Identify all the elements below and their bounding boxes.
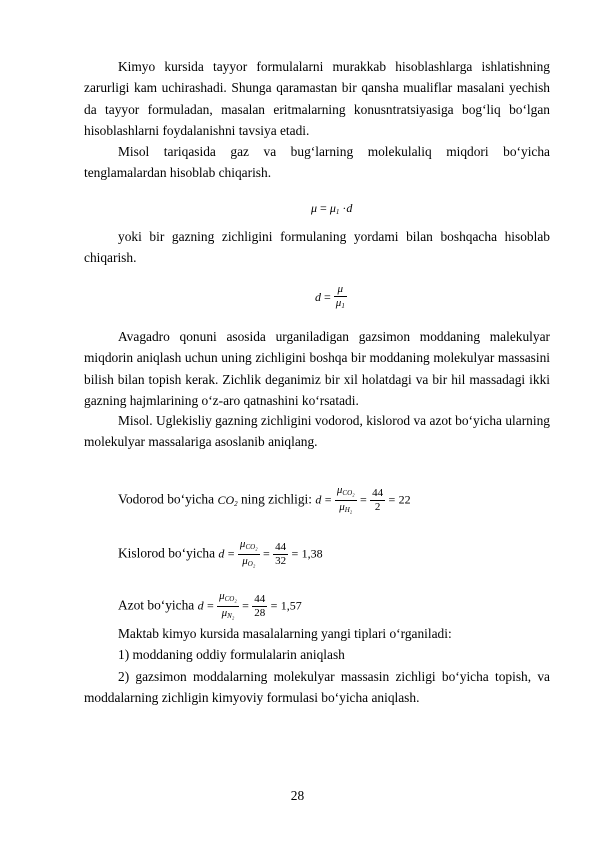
line-label: Azot bo‘yicha	[118, 597, 195, 613]
paragraph-avogadro	[84, 326, 550, 411]
species-subscript: 2	[234, 499, 238, 508]
formula-symbol: d	[346, 201, 353, 215]
formula-result: 1,57	[280, 598, 302, 613]
oxygen-line: Kislorod bo‘yicha d = $\frac{\mu_{CO_2}}{\mu_{O_2}}$ = $\frac{44}{32}$ = 1,38	[118, 538, 323, 571]
closing-intro: Maktab kimyo kursida masalalarning yangi tiplari o‘rganiladi:	[118, 626, 452, 641]
hydrogen-line: Vodorod bo‘yicha $CO_2$ ning zichligi: d = $\frac{\mu_{CO_2}}{\mu_{H_2}}$ = $\frac{44}{2}$ = 22	[118, 484, 411, 517]
formula-symbol: d	[315, 492, 322, 507]
formula-fraction	[273, 541, 288, 568]
paragraph-text: yoki bir gazning zichligini formulaning yordami bilan boshqacha hisoblab chiqarish.	[84, 229, 550, 266]
line-suffix: ning zichligi:	[240, 491, 313, 507]
formula-symbol: μ	[335, 297, 342, 309]
formula-operator: =	[324, 289, 331, 304]
closing-item: 2) gazsimon moddalarning molekulyar massasin zichligi bo‘yicha topish, va moddalarning zichligin kimyoviy formulasi bo‘yicha aniqlash.	[84, 668, 550, 705]
paragraph-text: Misol tariqasida gaz va bug‘larning molekulaliq miqdori bo‘yicha tenglamalardan hisoblab chiqarish.	[84, 144, 550, 181]
fraction-numerator: $\mu_{CO_2}$	[238, 538, 260, 555]
formula-symbol: d	[197, 598, 204, 613]
paragraph-text: Kimyo kursida tayyor formulalarni murakkab hisoblashlarga ishlatishning zarurligi kam uchirashadi. Shunga qaramastan bir qansha mualiflar masalani yechish da tayyor formuladan, masalan eritmalarning konusntratsiyasiga bog‘liq bo‘lgan hisoblashlarni foydalanishni tavsiya etadi.	[84, 59, 550, 138]
formula-density	[315, 283, 347, 313]
fraction-numerator: $\mu_{CO_2}$	[335, 484, 357, 501]
formula-operator: =	[320, 201, 327, 215]
formula-fraction	[370, 487, 385, 514]
paragraph-intro	[84, 56, 550, 141]
fraction-denominator	[334, 297, 347, 313]
nitrogen-line: Azot bo‘yicha d = $\frac{\mu_{CO_2}}{\mu_{N_2}}$ = $\frac{44}{28}$ = 1,57	[118, 590, 302, 623]
line-label: Kislorod bo‘yicha	[118, 545, 216, 561]
closing-section	[84, 623, 550, 708]
page-number: 28	[290, 788, 305, 803]
fraction-denominator: 2	[374, 501, 381, 513]
formula-operator: ·	[342, 201, 347, 215]
formula-symbol: d	[218, 546, 225, 561]
fraction-numerator: $\mu_{CO_2}$	[217, 590, 239, 607]
fraction-numerator: μ	[334, 283, 347, 297]
formula-symbol: μ	[329, 201, 336, 215]
paragraph-problem	[84, 410, 550, 453]
paragraph-example	[84, 141, 550, 184]
fraction-denominator: $\mu_{O_2}$	[242, 555, 256, 568]
fraction-numerator: 44	[372, 487, 384, 499]
formula-fraction	[335, 484, 357, 517]
fraction-numerator: 44	[275, 541, 287, 553]
formula-result: 1,38	[301, 546, 323, 561]
paragraph-density	[84, 226, 550, 269]
fraction-denominator: 28	[254, 607, 266, 619]
paragraph-text: Misol. Uglekisliy gazning zichligini vodorod, kislorod va azot bo‘yicha ularning molekulyar massalariga asoslanib aniqlang.	[84, 413, 550, 450]
formula-molar-mass	[311, 201, 352, 216]
closing-item: 1) moddaning oddiy formulalarin aniqlash	[118, 647, 345, 663]
formula-fraction	[334, 283, 347, 313]
line-label: Vodorod bo‘yicha	[118, 491, 215, 507]
paragraph-text: Avagadro qonuni asosida urganiladigan gazsimon moddaning malekulyar miqdorin aniqlash uchun uning zichligini boshqa bir moddaning molekulyar massasini bilish bilan topish kerak. Zichlik deganimiz bir xil holatdagi va bir hil massadagi ikki gazning hajmlarining o‘z-aro qatnashini ko‘rsatadi.	[84, 329, 550, 408]
formula-species	[217, 493, 237, 507]
fraction-numerator: 44	[254, 593, 266, 605]
formula-symbol: μ	[311, 201, 318, 215]
formula-fraction	[252, 593, 267, 620]
formula-result: 22	[398, 492, 411, 507]
fraction-denominator: 32	[275, 555, 287, 567]
fraction-denominator: $\mu_{N_2}$	[221, 607, 235, 620]
formula-subscript: 1	[341, 302, 345, 310]
formula-subscript: 1	[335, 208, 340, 216]
formula-fraction	[238, 538, 260, 571]
formula-symbol: d	[315, 289, 321, 304]
species-symbol: CO	[217, 492, 235, 507]
fraction-denominator: $\mu_{H_2}$	[339, 501, 353, 514]
formula-fraction	[217, 590, 239, 623]
